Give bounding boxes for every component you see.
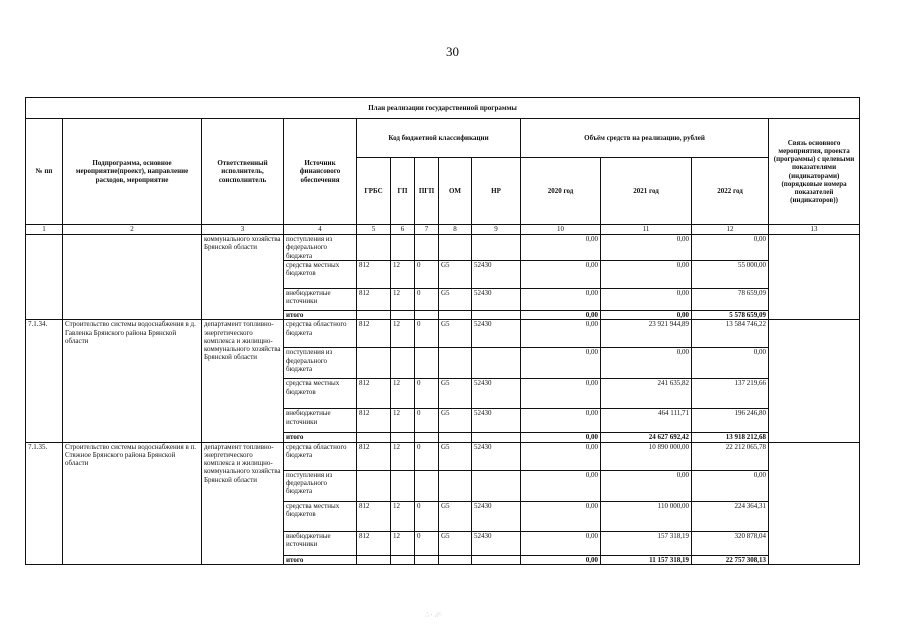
value-2021: 11 157 318,19	[601, 555, 692, 564]
code-grbs: 812	[357, 261, 391, 289]
code-om: G5	[439, 261, 472, 289]
header-row	[26, 119, 860, 158]
code-np: 52430	[472, 379, 521, 409]
header-budget-code: Код бюджетной классификации	[357, 119, 521, 158]
code-om: G5	[439, 379, 472, 409]
header-gp: ГП	[391, 158, 415, 225]
value-2020: 0,00	[521, 235, 601, 261]
header-2021: 2021 год	[601, 158, 692, 225]
value-2020: 0,00	[521, 531, 601, 555]
row-source: поступления из федерального бюджета	[284, 470, 357, 501]
table-row	[26, 235, 860, 261]
column-number: 2	[63, 225, 202, 235]
code-grbs: 812	[357, 289, 391, 311]
value-2022: 55 000,00	[692, 261, 769, 289]
code-gp: 12	[391, 501, 415, 531]
table-title: План реализации государственной программы	[26, 98, 860, 119]
value-2021: 157 318,19	[601, 531, 692, 555]
value-2020: 0,00	[521, 289, 601, 311]
table-row	[26, 320, 860, 348]
row-source: внебюджетные источники	[284, 531, 357, 555]
code-np: 52430	[472, 501, 521, 531]
value-2020: 0,00	[521, 409, 601, 433]
value-2020: 0,00	[521, 501, 601, 531]
code-pgp: 0	[415, 261, 439, 289]
code-grbs: 812	[357, 379, 391, 409]
row-source: средства областного бюджета	[284, 320, 357, 348]
value-2020: 0,00	[521, 433, 601, 442]
code-pgp: 0	[415, 531, 439, 555]
row-number: 7.1.34.	[26, 320, 63, 442]
value-2022: 0,00	[692, 470, 769, 501]
value-2022: 13 918 212,68	[692, 433, 769, 442]
column-number: 9	[472, 225, 521, 235]
value-2022: 196 246,80	[692, 409, 769, 433]
header-source: Источник финансового обеспечения	[284, 119, 357, 225]
header-pgp: ПГП	[415, 158, 439, 225]
code-om: G5	[439, 501, 472, 531]
code-gp: 12	[391, 261, 415, 289]
column-number: 11	[601, 225, 692, 235]
column-number: 12	[692, 225, 769, 235]
header-2020: 2020 год	[521, 158, 601, 225]
value-2021: 0,00	[601, 311, 692, 320]
row-source: поступления из федерального бюджета	[284, 348, 357, 379]
row-source: средства местных бюджетов	[284, 261, 357, 289]
code-om: G5	[439, 409, 472, 433]
code-om: G5	[439, 531, 472, 555]
value-2021: 464 111,71	[601, 409, 692, 433]
header-indicator-link: Связь основного мероприятия, проекта (программы) с целевыми показателями (индикаторами) (порядковые номера показателей (индикаторов))	[769, 119, 860, 225]
code-grbs: 812	[357, 501, 391, 531]
row-source: поступления из федерального бюджета	[284, 235, 357, 261]
row-name: Строительство системы водоснабжения в д. Гавленка Брянского района Брянской области	[63, 320, 202, 442]
row-executor: коммунального хозяйства Брянской области	[202, 235, 284, 320]
value-2020: 0,00	[521, 470, 601, 501]
value-2021: 24 627 692,42	[601, 433, 692, 442]
header-executor: Ответственный исполнитель, соисполнитель	[202, 119, 284, 225]
code-pgp: 0	[415, 442, 439, 470]
column-number-row	[26, 225, 860, 235]
value-2020: 0,00	[521, 442, 601, 470]
row-source: итого	[284, 433, 357, 442]
code-pgp: 0	[415, 320, 439, 348]
code-grbs: 812	[357, 531, 391, 555]
header-om: ОМ	[439, 158, 472, 225]
row-source: средства областного бюджета	[284, 442, 357, 470]
code-gp: 12	[391, 531, 415, 555]
column-number: 10	[521, 225, 601, 235]
code-gp: 12	[391, 379, 415, 409]
column-number: 7	[415, 225, 439, 235]
row-source: итого	[284, 555, 357, 564]
code-np: 52430	[472, 531, 521, 555]
column-number: 8	[439, 225, 472, 235]
implementation-plan-table	[25, 97, 860, 565]
code-grbs: 812	[357, 320, 391, 348]
column-number: 1	[26, 225, 63, 235]
value-2021: 0,00	[601, 289, 692, 311]
value-2020: 0,00	[521, 311, 601, 320]
header-grbs: ГРБС	[357, 158, 391, 225]
value-2021: 0,00	[601, 470, 692, 501]
value-2022: 0,00	[692, 348, 769, 379]
code-np: 52430	[472, 261, 521, 289]
header-2022: 2022 год	[692, 158, 769, 225]
row-number: 7.1.35.	[26, 442, 63, 564]
row-executor: департамент топливно-энергетического комплекса и жилищно-коммунального хозяйства Брянской области	[202, 320, 284, 442]
table-row	[26, 442, 860, 470]
column-number: 5	[357, 225, 391, 235]
code-np: 52430	[472, 442, 521, 470]
value-2021: 0,00	[601, 235, 692, 261]
page-number: 30	[446, 44, 459, 59]
row-source: средства местных бюджетов	[284, 501, 357, 531]
indicator-link	[769, 320, 860, 442]
row-source: внебюджетные источники	[284, 289, 357, 311]
code-pgp: 0	[415, 289, 439, 311]
footer-mark: ∴∙ ⁄⁄∙	[425, 611, 444, 619]
value-2020: 0,00	[521, 379, 601, 409]
value-2021: 241 635,82	[601, 379, 692, 409]
header-subprogram: Подпрограмма, основное мероприятие(проект), направление расходов, мероприятие	[63, 119, 202, 225]
code-pgp: 0	[415, 379, 439, 409]
table-title-row	[26, 98, 860, 119]
code-pgp: 0	[415, 501, 439, 531]
value-2022: 13 584 746,22	[692, 320, 769, 348]
row-number	[26, 235, 63, 320]
value-2022: 5 578 659,09	[692, 311, 769, 320]
value-2021: 10 890 000,00	[601, 442, 692, 470]
column-number: 4	[284, 225, 357, 235]
indicator-link	[769, 442, 860, 564]
code-om: G5	[439, 289, 472, 311]
code-gp: 12	[391, 320, 415, 348]
code-np: 52430	[472, 409, 521, 433]
value-2020: 0,00	[521, 348, 601, 379]
value-2020: 0,00	[521, 320, 601, 348]
column-number: 13	[769, 225, 860, 235]
row-name: Строительство системы водоснабжения в п. Стяжное Брянского района Брянской области	[63, 442, 202, 564]
code-pgp: 0	[415, 409, 439, 433]
row-source: итого	[284, 311, 357, 320]
value-2020: 0,00	[521, 555, 601, 564]
row-executor: департамент топливно-энергетического комплекса и жилищно-коммунального хозяйства Брянской области	[202, 442, 284, 564]
code-gp: 12	[391, 442, 415, 470]
code-om: G5	[439, 320, 472, 348]
column-number: 6	[391, 225, 415, 235]
value-2021: 23 921 944,89	[601, 320, 692, 348]
header-volume: Объём средств на реализацию, рублей	[521, 119, 769, 158]
value-2022: 137 219,66	[692, 379, 769, 409]
value-2021: 110 000,00	[601, 501, 692, 531]
code-np: 52430	[472, 289, 521, 311]
value-2022: 22 757 308,13	[692, 555, 769, 564]
row-name	[63, 235, 202, 320]
code-gp: 12	[391, 409, 415, 433]
value-2021: 0,00	[601, 261, 692, 289]
code-np: 52430	[472, 320, 521, 348]
value-2022: 22 212 065,78	[692, 442, 769, 470]
value-2022: 78 659,09	[692, 289, 769, 311]
row-source: средства местных бюджетов	[284, 379, 357, 409]
code-grbs: 812	[357, 442, 391, 470]
code-grbs: 812	[357, 409, 391, 433]
value-2021: 0,00	[601, 348, 692, 379]
row-source: внебюджетные источники	[284, 409, 357, 433]
value-2022: 320 878,04	[692, 531, 769, 555]
value-2022: 224 364,31	[692, 501, 769, 531]
code-gp: 12	[391, 289, 415, 311]
indicator-link	[769, 235, 860, 320]
value-2022: 0,00	[692, 235, 769, 261]
value-2020: 0,00	[521, 261, 601, 289]
code-om: G5	[439, 442, 472, 470]
header-number: № пп	[26, 119, 63, 225]
column-number: 3	[202, 225, 284, 235]
header-np: НР	[472, 158, 521, 225]
